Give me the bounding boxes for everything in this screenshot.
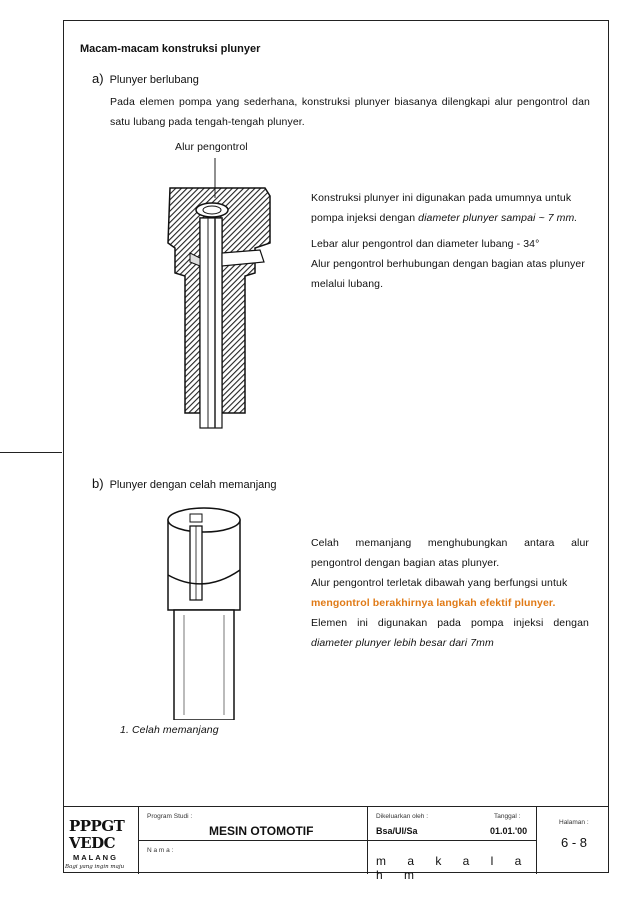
logo-pppgt: PPPGT [69, 817, 125, 835]
b-line-3: Alur pengontrol terletak dibawah yang berfungsi untuk [311, 577, 568, 589]
page-frame [63, 20, 609, 873]
footer [63, 806, 609, 882]
b-line-6: diameter plunyer lebih besar dari 7mm [311, 637, 494, 649]
program-cell [139, 807, 368, 841]
binding-margin-line [0, 452, 62, 453]
p1-line-2 [311, 208, 591, 228]
page-cell [537, 807, 609, 874]
issued-cell [368, 807, 480, 841]
p2-line-2: Alur pengontrol berhubungan dengan bagian atas plunyer [311, 258, 585, 270]
date-label: Tanggal : [494, 813, 521, 820]
issued-value: Bsa/Ul/Sa [376, 826, 418, 836]
figure-b-caption: 1. Celah memanjang [120, 724, 219, 736]
b-line-2: pengontrol dengan bagian atas plunyer. [311, 557, 500, 569]
section-b-title: Plunyer dengan celah memanjang [109, 479, 277, 491]
section-a-title: Plunyer berlubang [109, 74, 199, 86]
section-a-description [311, 188, 591, 294]
section-b-letter: b) [92, 476, 104, 491]
b-line-1: Celah memanjang menghubungkan antara alur [311, 537, 589, 549]
section-a-intro [110, 92, 590, 132]
logo-malang: MALANG [73, 853, 118, 862]
section-a-heading [92, 71, 199, 86]
program-label: Program Studi : [147, 813, 193, 820]
name-value: m a k a l a h m [376, 854, 531, 882]
footer-logo-block [63, 807, 139, 874]
name-cell [139, 841, 368, 874]
page-title: Macam-macam konstruksi plunyer [80, 43, 261, 55]
section-b-heading [92, 476, 277, 491]
section-a-letter: a) [92, 71, 104, 86]
logo-vedc: VEDC [69, 834, 116, 852]
figure-a-label: Alur pengontrol [175, 141, 248, 153]
intro-line-2: satu lubang pada tengah-tengah plunyer. [110, 116, 305, 128]
page-label: Halaman : [559, 819, 589, 826]
b-line-5: Elemen ini digunakan pada pompa injeksi dengan [311, 617, 589, 629]
logo-motto: Bagi yang ingin maju [65, 864, 125, 870]
date-value: 01.01.'00 [490, 826, 528, 836]
p1-line-2-italic: diameter plunyer sampai ~ 7 mm. [418, 212, 578, 224]
p2-line-3: melalui lubang. [311, 278, 384, 290]
issued-label: Dikeluarkan oleh : [376, 813, 429, 820]
p1-line-1: Konstruksi plunyer ini digunakan pada umumnya untuk [311, 192, 572, 204]
page-number: 6 - 8 [561, 835, 588, 850]
date-cell [480, 807, 537, 841]
section-b-description [311, 533, 589, 653]
name-label: N a m a : [147, 847, 174, 854]
p1-line-2-text: pompa injeksi dengan [311, 212, 419, 224]
p2-line-1: Lebar alur pengontrol dan diameter lubang - 34° [311, 238, 540, 250]
makalah-cell [368, 841, 537, 882]
intro-line-1: Pada elemen pompa yang sederhana, konstruksi plunyer biasanya dilengkapi alur pengontrol dan [110, 96, 590, 108]
b-line-4-highlight: mengontrol berakhirnya langkah efektif plunyer. [311, 597, 556, 609]
figure-plunyer-celah-memanjang [150, 500, 270, 720]
program-value: MESIN OTOMOTIF [209, 824, 314, 838]
figure-plunyer-berlubang [160, 158, 280, 433]
